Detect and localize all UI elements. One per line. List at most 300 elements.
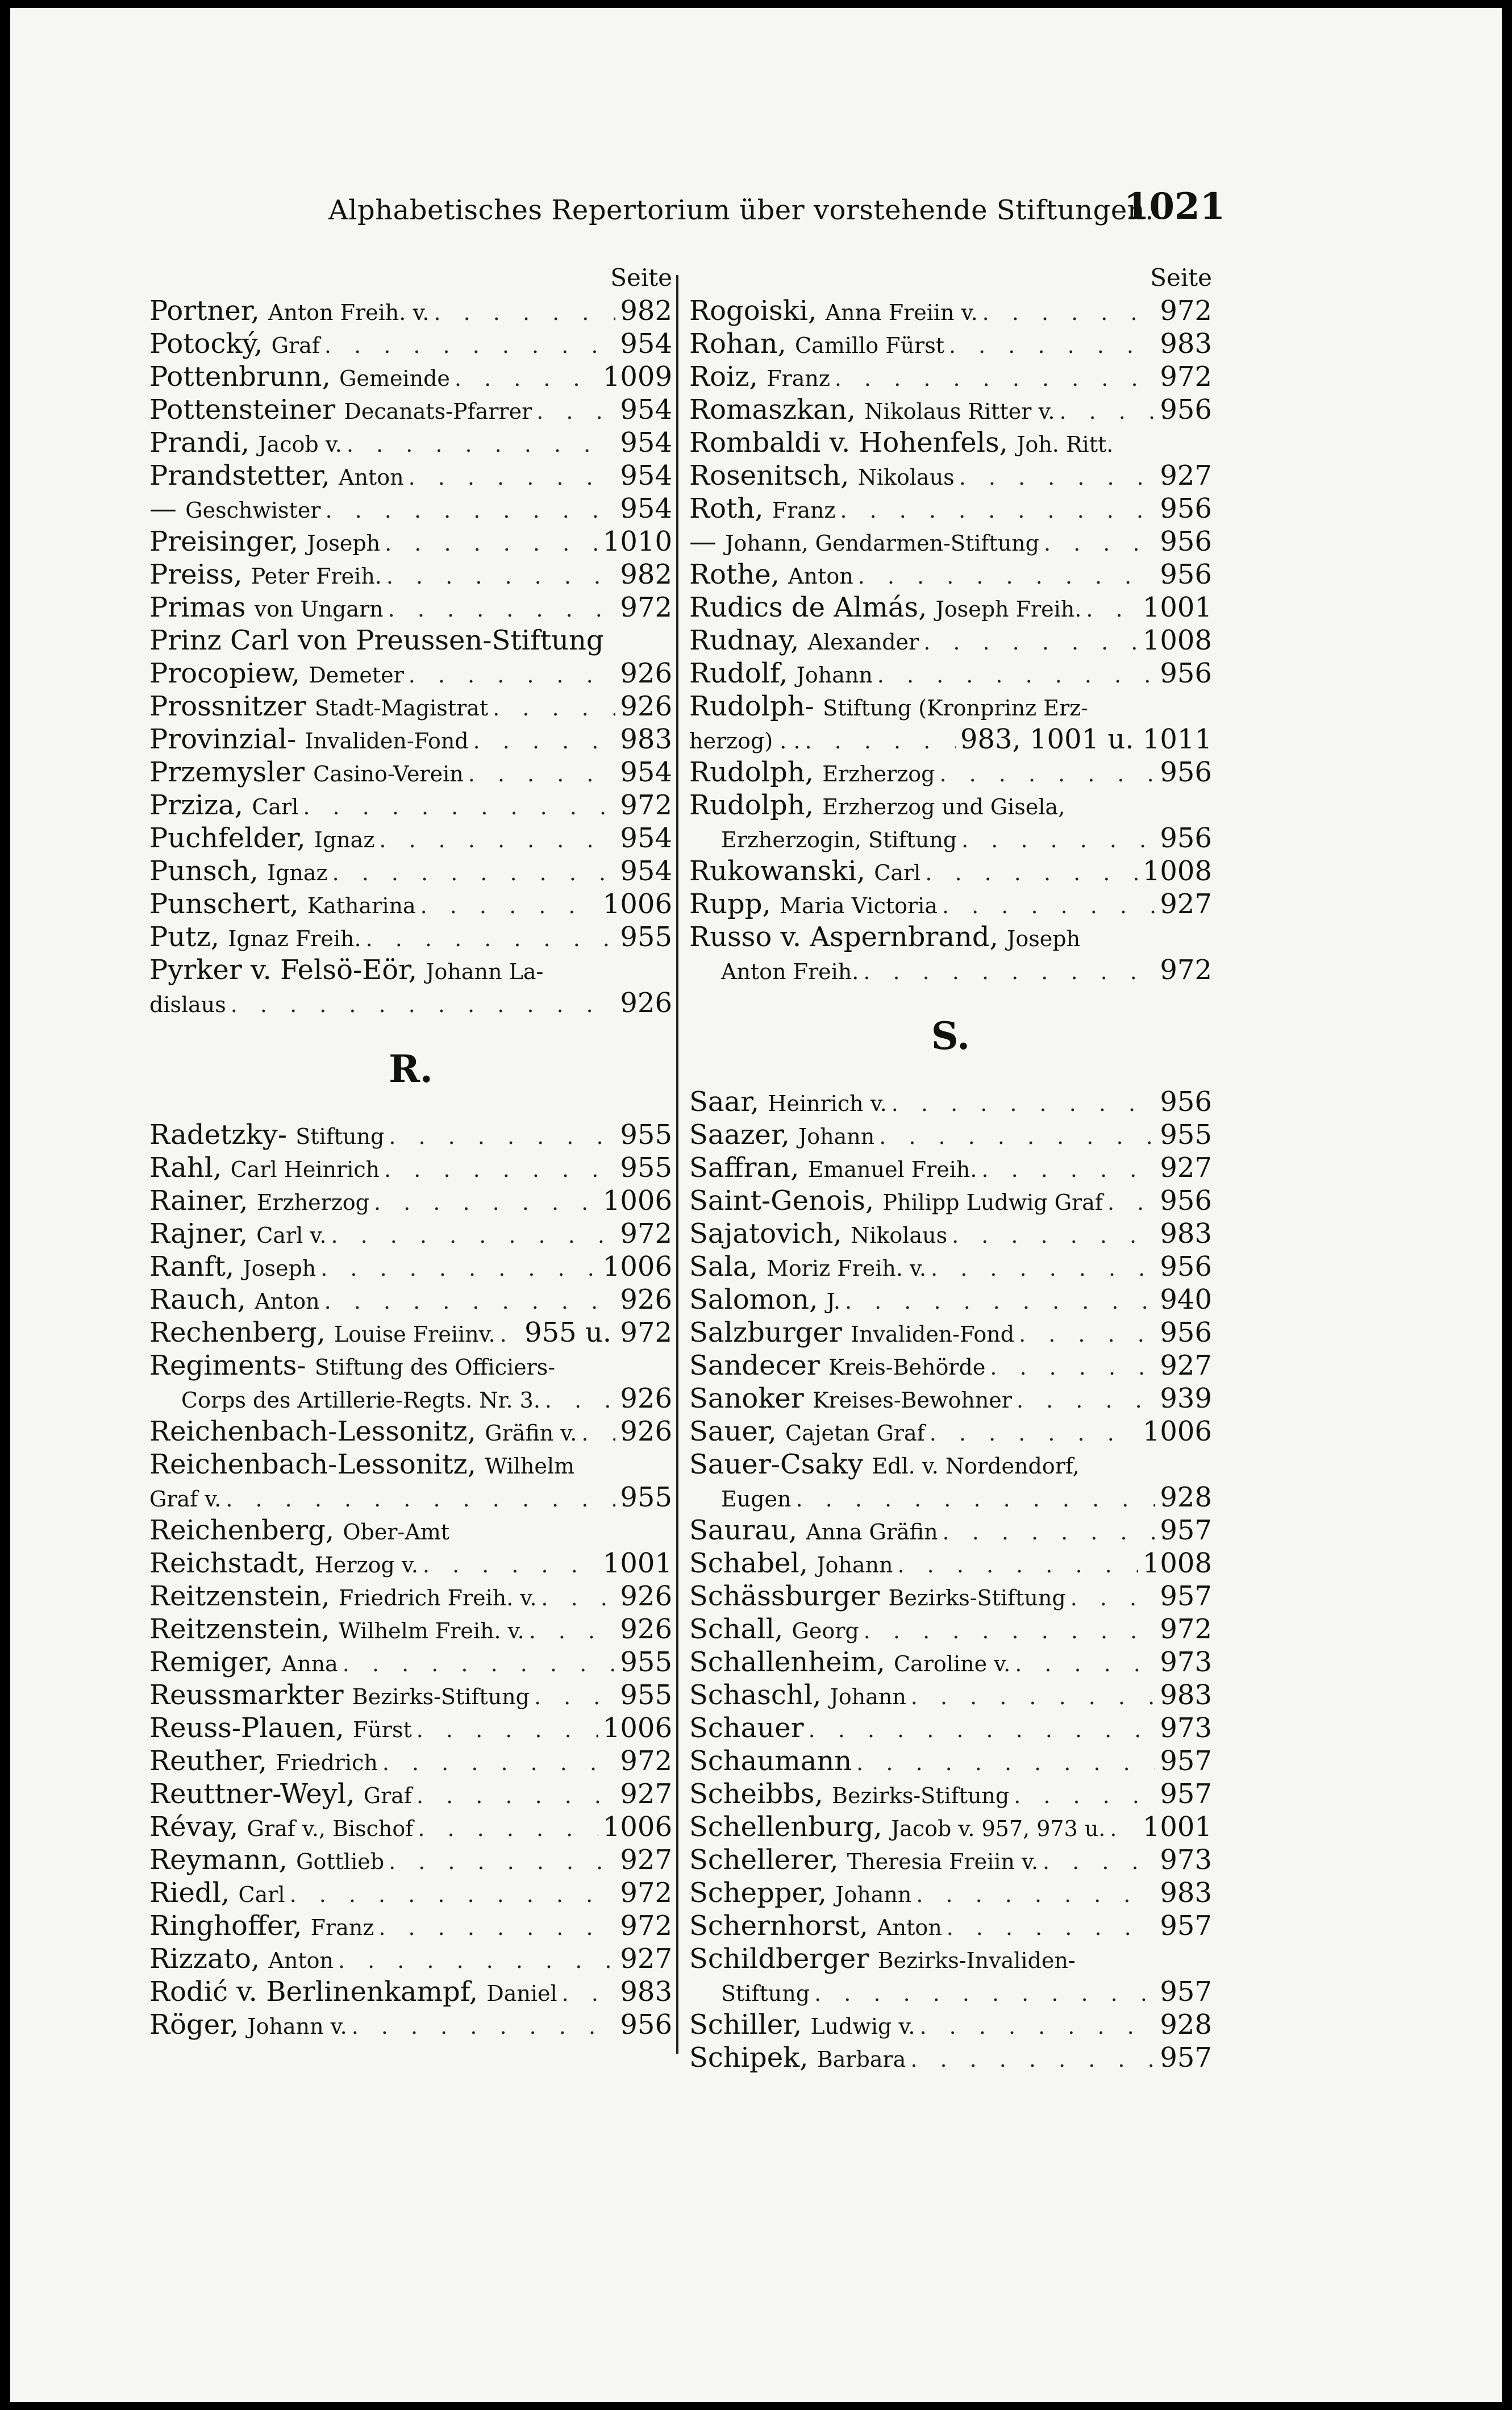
entry-name (149, 1151, 380, 1186)
entry-surname: Rauch, (149, 1284, 246, 1316)
index-entry (689, 591, 1212, 624)
leader-dots (418, 1812, 598, 1845)
entry-name (149, 459, 404, 494)
entry-qualifier: Maria Victoria (780, 893, 938, 918)
entry-name (149, 723, 469, 757)
entry-page: 954 (620, 756, 672, 788)
entry-page: 1006 (602, 1811, 672, 1843)
leader-dots (856, 1746, 1155, 1779)
leader-dots (1107, 1186, 1155, 1219)
index-entry (149, 756, 672, 789)
index-entry (149, 690, 672, 723)
entry-qualifier: Johann (796, 663, 873, 688)
entry-page: 972 (1160, 1613, 1212, 1645)
entry-name (149, 987, 226, 1021)
entry-name (149, 1184, 369, 1219)
entry-name (689, 1085, 887, 1120)
entry-surname: Reuss-Plauen, (149, 1712, 344, 1744)
entry-qualifier: Casino-Verein (313, 761, 464, 786)
entry-page: 983, 1001 u. 1011 (960, 723, 1212, 755)
entry-qualifier: Johann, Gendarmen-Stiftung (725, 531, 1039, 556)
entry-page: 954 (620, 493, 672, 525)
entry-surname: Rukowanski, (689, 855, 865, 887)
entry-name (149, 1745, 378, 1779)
entry-name (689, 1250, 926, 1285)
index-entry (149, 2008, 672, 2041)
entry-name (689, 1778, 1009, 1812)
entry-qualifier: Carl (238, 1882, 285, 1907)
entry-page: 955 (1160, 1119, 1212, 1151)
index-entry (149, 1975, 672, 2008)
entry-qualifier: Carl Heinrich (230, 1157, 380, 1182)
entry-page: 955 (620, 1679, 672, 1711)
entry-page: 973 (1160, 1646, 1212, 1678)
entry-surname: Schall, (689, 1613, 784, 1645)
column-divider (676, 275, 678, 2054)
entry-qualifier: Nikolaus (850, 1223, 948, 1248)
leader-dots (952, 1219, 1155, 1252)
entry-list (689, 294, 1212, 987)
entry-page: 939 (1160, 1383, 1212, 1414)
entry-surname: Ranft, (149, 1251, 235, 1283)
entry-page: 955 (620, 921, 672, 953)
leader-dots (473, 725, 616, 757)
entry-qualifier: Bezirks-Stiftung (832, 1783, 1010, 1808)
entry-page: 956 (1160, 822, 1212, 854)
entry-qualifier: Anton (788, 564, 853, 589)
entry-qualifier: Barbara (817, 2047, 906, 2072)
entry-surname: Reichenbach-Lessonitz, (149, 1416, 476, 1447)
entry-page: 1001 (602, 1547, 672, 1579)
entry-name (689, 1646, 1010, 1680)
entry-qualifier: Anton (877, 1915, 942, 1940)
index-entry (689, 1283, 1212, 1316)
entry-qualifier: Katharina (307, 893, 416, 918)
entry-page: 928 (1160, 1481, 1212, 1513)
leader-dots (959, 461, 1156, 494)
entry-name (689, 1415, 925, 1450)
entry-name (149, 1547, 418, 1581)
index-entry (149, 822, 672, 855)
entry-page: 972 (620, 592, 672, 623)
leader-dots (562, 1977, 616, 2010)
leader-dots (916, 1878, 1155, 1911)
leader-dots (892, 1087, 1156, 1120)
index-entry (689, 921, 1212, 954)
entry-qualifier: Johann (798, 1124, 875, 1149)
entry-qualifier: Johann (830, 1684, 906, 1709)
entry-page: 954 (620, 822, 672, 854)
index-entry (149, 921, 672, 954)
entry-name (149, 1876, 285, 1911)
index-entry (689, 327, 1212, 360)
entry-name (149, 1679, 530, 1713)
leader-dots (943, 1516, 1156, 1549)
entry-page: 927 (620, 1844, 672, 1876)
entry-surname: Prossnitzer (149, 690, 306, 722)
entry-qualifier: Ober-Amt (343, 1520, 450, 1545)
entry-surname: Roth, (689, 493, 764, 525)
leader-dots (840, 494, 1155, 527)
entry-list (149, 294, 672, 1019)
entry-surname: Rodić v. Berlinenkampf, (149, 1976, 478, 2008)
section-letter-r: R. (389, 1047, 433, 1091)
entry-qualifier: Anton (255, 1289, 320, 1314)
leader-dots (325, 494, 615, 527)
entry-surname: Sala, (689, 1251, 758, 1283)
entry-name (721, 1481, 792, 1516)
entry-name (721, 1975, 810, 2010)
entry-page: 983 (1160, 1218, 1212, 1250)
entry-surname: Sauer, (689, 1416, 777, 1447)
entry-page: 972 (1160, 295, 1212, 327)
leader-dots (468, 757, 616, 790)
entry-qualifier: Anton Freih. (721, 959, 859, 984)
entry-qualifier: Heinrich v. (768, 1091, 887, 1116)
entry-qualifier: Georg (792, 1618, 859, 1643)
index-entry (689, 789, 1212, 822)
entry-name (689, 591, 1081, 626)
index-entry (149, 1118, 672, 1151)
entry-page: 982 (620, 295, 672, 327)
entry-surname: — (689, 526, 717, 557)
entry-qualifier: Johann (817, 1552, 893, 1577)
leader-dots (1086, 593, 1138, 626)
entry-qualifier: dislaus (149, 992, 226, 1017)
leader-dots (409, 461, 616, 494)
index-entry (689, 1876, 1212, 1909)
index-entry (689, 1481, 1212, 1514)
leader-dots (420, 889, 598, 922)
entry-page: 982 (620, 559, 672, 590)
entry-page: 926 (620, 1613, 672, 1645)
index-entry (689, 2008, 1212, 2041)
index-entry (689, 1975, 1212, 2008)
index-entry (149, 789, 672, 822)
entry-page: 957 (1160, 2042, 1212, 2074)
entry-name (689, 624, 919, 659)
entry-qualifier: Fürst (352, 1717, 412, 1742)
entry-qualifier: Kreis-Behörde (828, 1355, 986, 1380)
leader-dots (1059, 395, 1155, 428)
entry-surname: Punschert, (149, 888, 299, 920)
leader-dots (1071, 1581, 1156, 1614)
entry-name (721, 822, 957, 856)
entry-name (149, 789, 298, 823)
leader-dots (303, 790, 615, 823)
entry-name (149, 822, 374, 856)
entry-page: 972 (620, 1877, 672, 1909)
leader-dots (1017, 1384, 1155, 1417)
entry-surname: Schaschl, (689, 1679, 822, 1711)
entry-qualifier: Anna Gräfin (806, 1520, 938, 1545)
index-entry (149, 1547, 672, 1580)
index-entry (689, 1843, 1212, 1876)
entry-page: 926 (620, 1416, 672, 1447)
entry-surname: Punsch, (149, 855, 259, 887)
entry-surname: Schellenburg, (689, 1811, 882, 1843)
leader-dots (1043, 1845, 1155, 1878)
entry-name (689, 1349, 985, 1384)
entry-qualifier: Louise Freiinv. (334, 1322, 495, 1347)
leader-dots (416, 1779, 615, 1812)
leader-dots (389, 1845, 615, 1878)
entry-qualifier: Graf v., Bischof (247, 1816, 414, 1841)
entry-page: 1006 (602, 888, 672, 920)
entry-page: 972 (620, 1745, 672, 1777)
entry-surname: Rainer, (149, 1185, 248, 1217)
entry-surname: Rothe, (689, 559, 780, 590)
leader-dots (331, 1219, 615, 1252)
entry-surname: Rudics de Almás, (689, 592, 927, 623)
leader-dots (352, 2010, 616, 2043)
entry-surname: Salzburger (689, 1317, 842, 1348)
leader-dots (493, 692, 615, 725)
leader-dots (534, 1680, 615, 1713)
entry-page: 1008 (1142, 625, 1212, 656)
leader-dots (388, 593, 616, 626)
section-letter-s: S. (931, 1014, 970, 1058)
entry-page: 955 u. 972 (524, 1317, 672, 1348)
entry-surname: Sanoker (689, 1383, 804, 1414)
entry-qualifier: Stiftung des Officiers- (314, 1355, 556, 1380)
index-entry (689, 492, 1212, 525)
leader-dots (898, 1549, 1138, 1581)
entry-surname: Reitzenstein, (149, 1613, 330, 1645)
entry-surname: Rogoiski, (689, 295, 817, 327)
entry-name (149, 1415, 577, 1450)
index-entry (689, 1415, 1212, 1448)
index-entry (689, 1547, 1212, 1580)
leader-dots (877, 659, 1156, 692)
index-entry (689, 1810, 1212, 1843)
entry-qualifier: Stiftung (295, 1124, 385, 1149)
index-entry (689, 558, 1212, 591)
entry-name (689, 1514, 938, 1549)
entry-name (689, 2041, 906, 2076)
entry-surname: Schepper, (689, 1877, 827, 1909)
entry-qualifier: von Ungarn (254, 597, 384, 622)
index-entry (149, 1810, 672, 1843)
entry-page: 926 (620, 987, 672, 1019)
entry-qualifier: Emanuel Freih. (807, 1157, 977, 1182)
entry-name (689, 1184, 1103, 1219)
entry-page: 926 (620, 1383, 672, 1414)
entry-surname: Putz, (149, 921, 220, 953)
index-entry (149, 1250, 672, 1283)
index-entry (689, 1909, 1212, 1942)
leader-dots (1110, 1812, 1138, 1845)
index-entry (149, 492, 672, 525)
entry-qualifier: Eugen (721, 1487, 792, 1512)
entry-qualifier: Edl. v. Nordendorf, (872, 1454, 1080, 1479)
entry-surname: Prandstetter, (149, 460, 330, 492)
entry-name (149, 1118, 384, 1153)
entry-surname: Rosenitsch, (689, 460, 849, 492)
entry-name (149, 1448, 574, 1483)
entry-surname: Schässburger (689, 1580, 880, 1612)
entry-qualifier: Johann La- (426, 959, 544, 984)
entry-page: 926 (620, 657, 672, 689)
entry-name (689, 558, 853, 593)
leader-dots (500, 1318, 520, 1351)
entry-page: 1010 (602, 526, 672, 557)
entry-surname: Primas (149, 592, 246, 623)
entry-name (689, 657, 873, 692)
entry-page: 956 (1160, 526, 1212, 557)
entry-name (149, 1778, 412, 1812)
index-entry (149, 1778, 672, 1810)
index-entry (689, 657, 1212, 690)
entry-name (149, 492, 320, 527)
entry-qualifier: J. (826, 1289, 840, 1314)
entry-qualifier: Bezirks-Stiftung (352, 1684, 530, 1709)
leader-dots (434, 296, 615, 329)
entry-surname: Remiger, (149, 1646, 273, 1678)
entry-page: 926 (620, 1284, 672, 1316)
entry-surname: Reussmarkter (149, 1679, 344, 1711)
leader-dots (409, 659, 616, 692)
entry-surname: Schallenheim, (689, 1646, 885, 1678)
entry-surname: Schildberger (689, 1943, 869, 1975)
entry-qualifier: Ludwig v. (810, 2014, 915, 2039)
entry-surname: Salomon, (689, 1284, 818, 1316)
entry-qualifier: Carl (252, 794, 299, 819)
entry-surname: Preiss, (149, 559, 243, 590)
entry-qualifier: Jacob v. (258, 432, 342, 457)
leader-dots (949, 329, 1155, 362)
entry-surname: Sajatovich, (689, 1218, 842, 1250)
index-entry (149, 723, 672, 756)
entry-page: 983 (620, 1976, 672, 2008)
entry-name (689, 1810, 1105, 1845)
entry-name (149, 1646, 338, 1680)
leader-dots (231, 988, 616, 1021)
entry-surname: Schauer (689, 1712, 804, 1744)
entry-name (149, 2008, 347, 2043)
entry-qualifier: Alexander (807, 630, 919, 655)
leader-dots (1019, 1318, 1155, 1351)
entry-surname: Schellerer, (689, 1844, 839, 1876)
entry-name (149, 294, 429, 329)
leader-dots (911, 1680, 1156, 1713)
entry-surname: Rombaldi v. Hohenfels, (689, 427, 1008, 459)
entry-surname: Rudolph, (689, 756, 814, 788)
leader-dots (814, 1977, 1155, 2010)
leader-dots (835, 362, 1155, 395)
entry-page: 957 (1160, 1580, 1212, 1612)
index-entry (689, 1613, 1212, 1646)
entry-name (149, 1217, 326, 1252)
entry-qualifier: Gräfin v. (485, 1421, 577, 1446)
entry-list (149, 1118, 672, 2041)
entry-name (149, 1909, 374, 1944)
entry-name (689, 525, 1039, 560)
entry-surname: Provinzial- (149, 723, 297, 755)
right-column (689, 261, 1212, 2074)
entry-qualifier: Herzog v. (314, 1552, 418, 1577)
entry-surname: Sauer-Csaky (689, 1449, 864, 1480)
index-entry (149, 1448, 672, 1481)
entry-page: 972 (1160, 361, 1212, 393)
leader-dots (541, 1581, 615, 1614)
entry-surname: Regiments- (149, 1350, 306, 1381)
entry-qualifier: Stiftung (Kronprinz Erz- (823, 696, 1089, 721)
entry-qualifier: Invaliden-Fond (851, 1322, 1015, 1347)
entry-page: 956 (1160, 756, 1212, 788)
leader-dots (347, 428, 616, 461)
index-entry (149, 1613, 672, 1646)
entry-surname: Russo v. Aspernbrand, (689, 921, 998, 953)
entry-qualifier: Stiftung (721, 1981, 810, 2006)
entry-surname: Radetzky- (149, 1119, 287, 1151)
entry-name (149, 1942, 334, 1977)
index-entry (149, 888, 672, 921)
entry-surname: Rudolph, (689, 789, 814, 821)
entry-surname: Portner, (149, 295, 260, 327)
entry-name (149, 657, 404, 692)
leader-dots (338, 1944, 615, 1977)
page-number: 1021 (1124, 185, 1226, 228)
leader-dots (385, 527, 598, 560)
entry-page: 1009 (602, 361, 672, 393)
index-entry (149, 591, 672, 624)
index-entry (689, 1349, 1212, 1382)
entry-qualifier: Ignaz (267, 860, 328, 885)
index-entry (149, 1184, 672, 1217)
entry-qualifier: Demeter (309, 663, 404, 688)
entry-qualifier: Moriz Freih. v. (767, 1256, 927, 1281)
index-entry (149, 1316, 672, 1349)
index-entry (149, 1646, 672, 1679)
entry-surname: Röger, (149, 2009, 239, 2041)
entry-name (149, 558, 382, 593)
entry-name (689, 888, 938, 922)
index-entry (689, 954, 1212, 987)
entry-name (149, 1975, 557, 2010)
entry-page: 957 (1160, 1778, 1212, 1810)
entry-name (689, 789, 1065, 823)
entry-page: 972 (620, 789, 672, 821)
entry-name (149, 1810, 413, 1845)
leader-dots (923, 626, 1138, 659)
entry-page: 940 (1160, 1284, 1212, 1316)
entry-qualifier: Erzherzog (256, 1190, 370, 1215)
entry-name (689, 393, 1055, 428)
index-entry (689, 1745, 1212, 1778)
entry-page: 1006 (602, 1251, 672, 1283)
entry-qualifier: Ignaz Freih. (228, 926, 361, 951)
leader-dots (925, 856, 1138, 889)
entry-surname: Preisinger, (149, 526, 298, 557)
index-entry (689, 1151, 1212, 1184)
leader-dots (581, 1417, 615, 1450)
entry-surname: Rizzato, (149, 1943, 260, 1975)
index-entry (149, 1679, 672, 1712)
entry-surname: Reuther, (149, 1745, 267, 1777)
entry-page: 955 (620, 1152, 672, 1184)
entry-page: 1006 (602, 1712, 672, 1744)
entry-qualifier: Johann v. (247, 2014, 347, 2039)
entry-name (689, 459, 955, 494)
index-entry (149, 459, 672, 492)
book-page (10, 8, 1502, 2402)
entry-page: 954 (620, 460, 672, 492)
seite-label: Seite (1150, 264, 1212, 292)
entry-qualifier: Camillo Fürst (795, 333, 944, 358)
entry-name (149, 525, 380, 560)
leader-dots (382, 1746, 616, 1779)
